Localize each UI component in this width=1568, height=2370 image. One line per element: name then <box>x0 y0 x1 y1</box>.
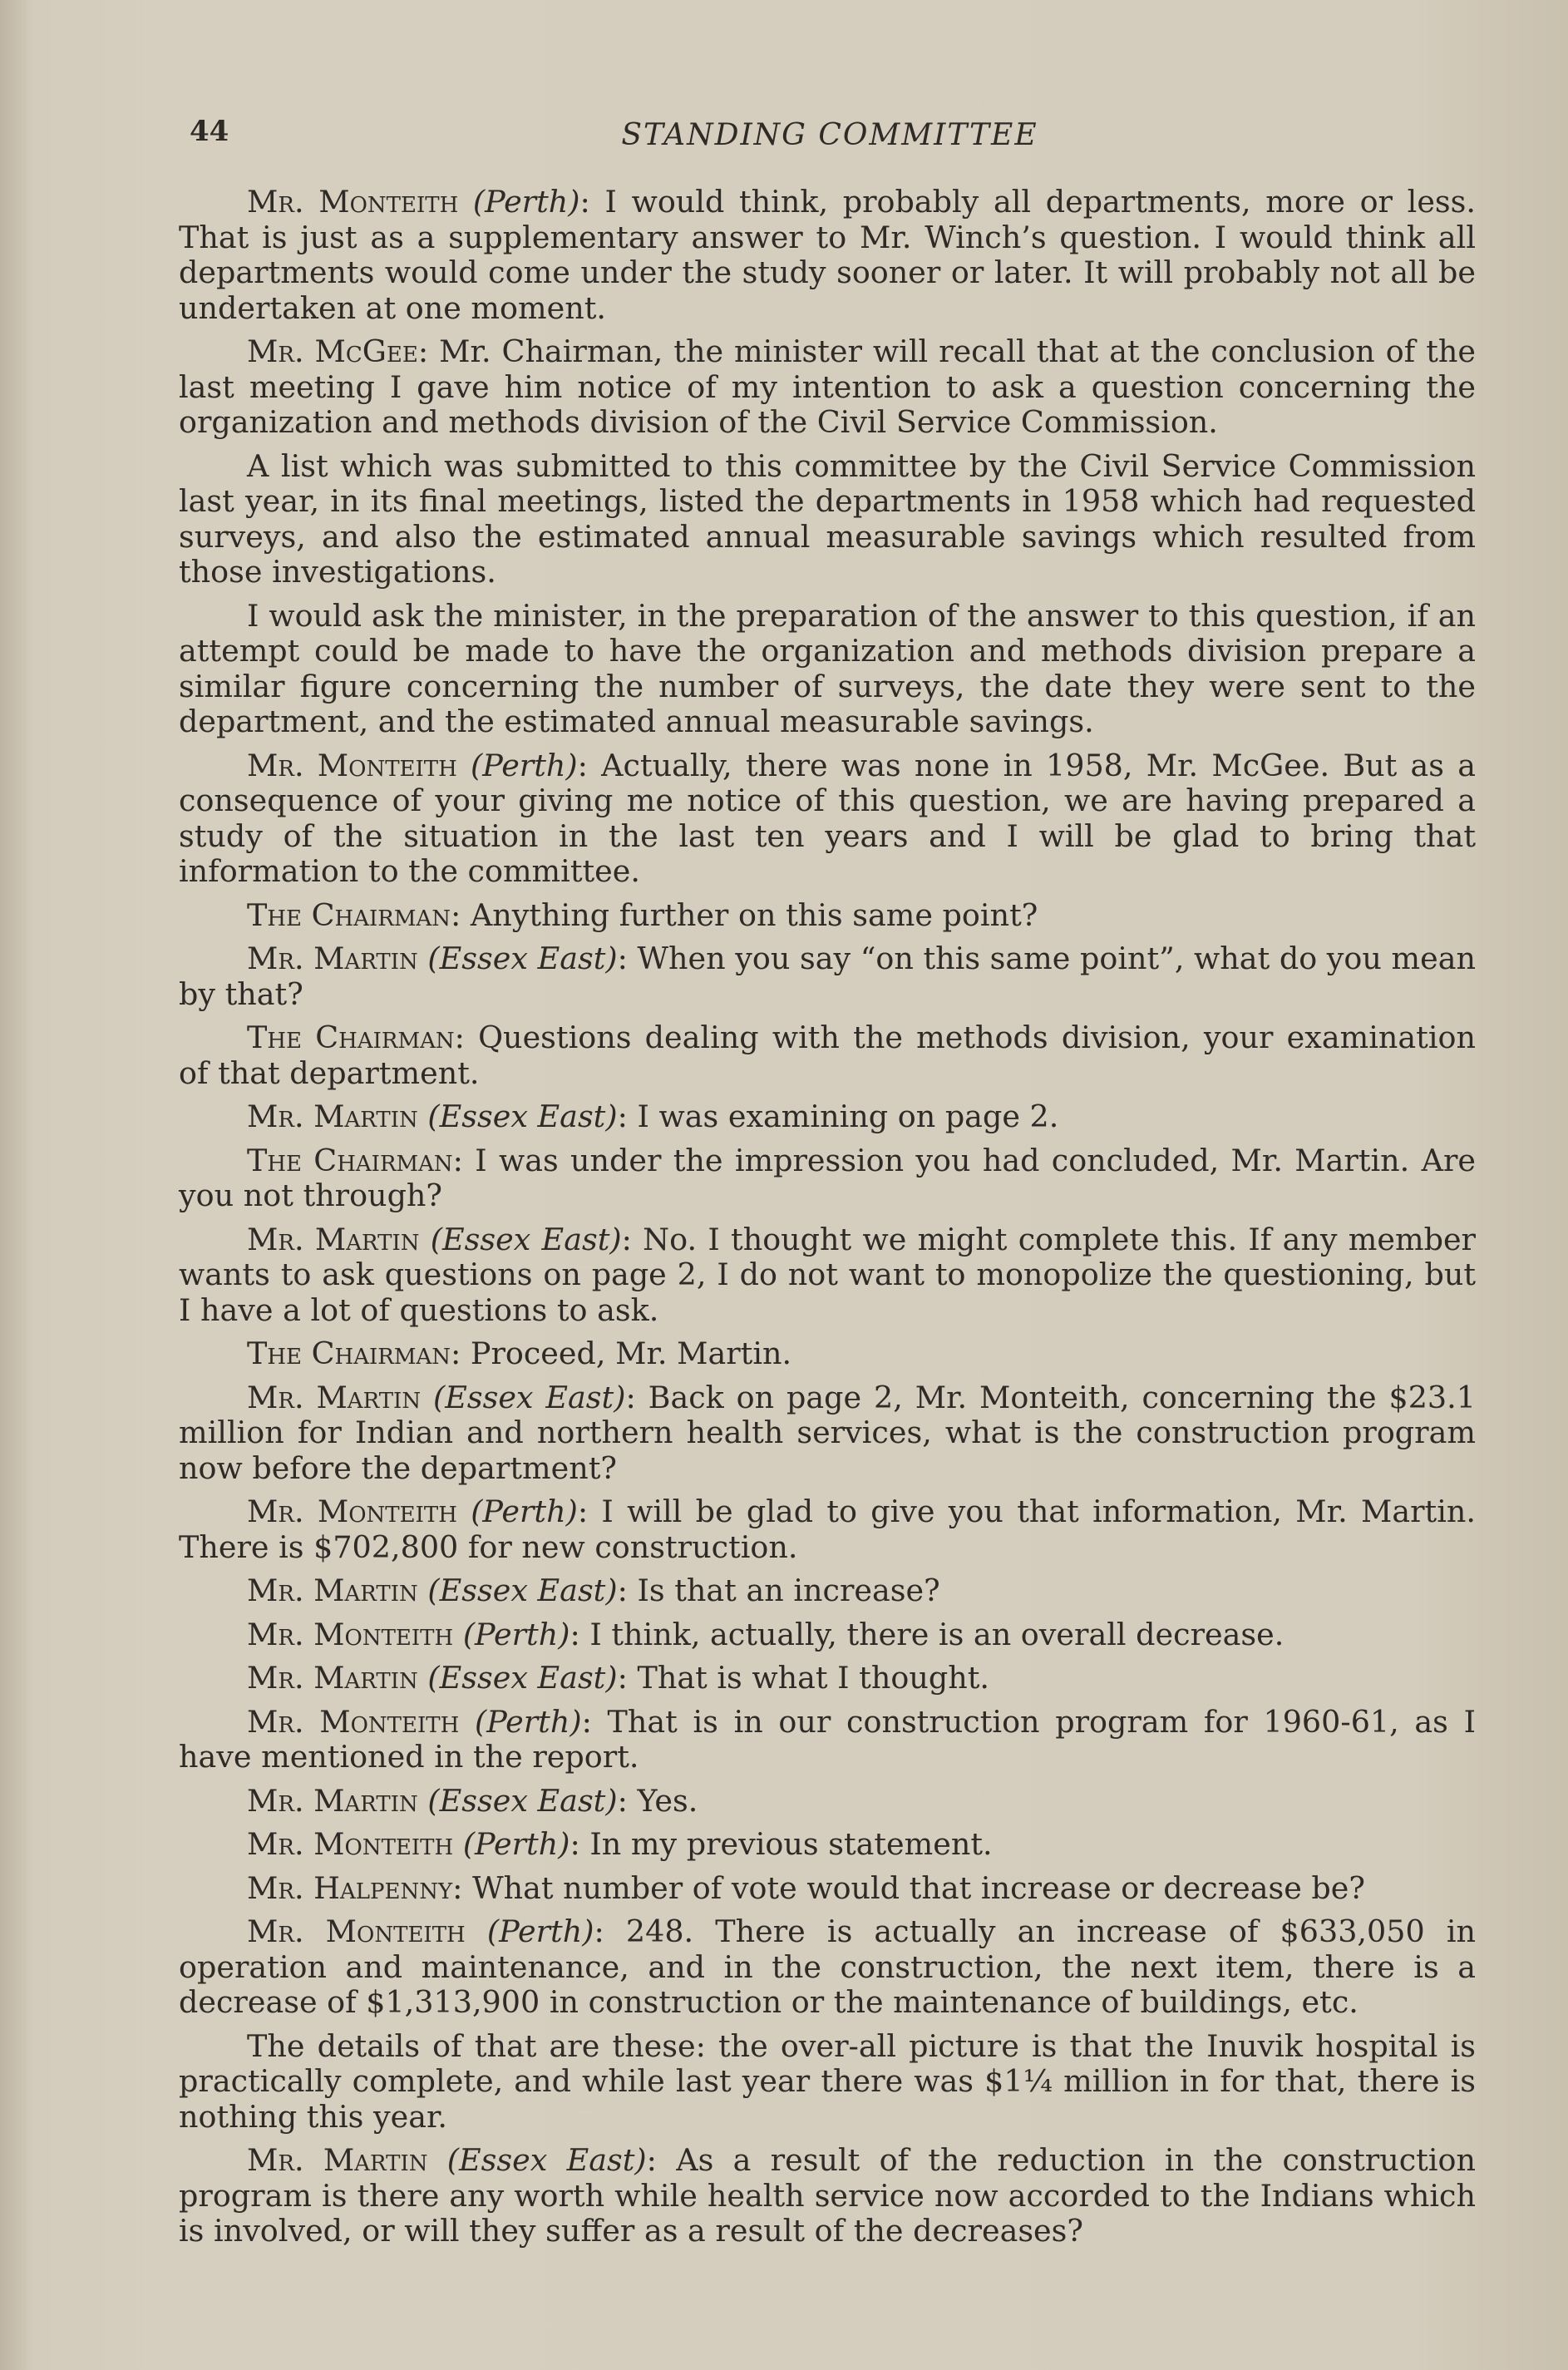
speaker-riding: (Perth) <box>474 1703 582 1740</box>
speaker-name: Mr. Monteith <box>247 1703 460 1740</box>
speaker-riding: (Essex East) <box>427 1782 618 1819</box>
transcript-paragraph <box>179 1494 1476 1565</box>
paragraph-text: : Yes. <box>617 1782 698 1819</box>
speaker-name: Mr. Monteith <box>247 747 457 783</box>
paragraph-text: : Actually, there was none in 1958, Mr. McGee. But as a consequence of your giving me notice of this question, we are having prepared a study of the situation in the last ten years and I will be glad to bring that information to the committee. <box>179 747 1476 889</box>
speaker-name: Mr. Martin <box>247 1221 420 1257</box>
transcript-paragraph <box>179 1380 1476 1487</box>
speaker-name: Mr. Monteith <box>247 1616 454 1652</box>
paragraph-text: : I will be glad to give you that information, Mr. Martin. There is $702,800 for new construction. <box>179 1494 1477 1565</box>
speaker-name: The Chairman <box>247 1020 455 1055</box>
speaker-name: The Chairman <box>247 1336 451 1371</box>
running-head: STANDING COMMITTEE <box>621 118 1038 152</box>
speaker-riding: (Perth) <box>471 1494 578 1529</box>
speaker-riding: (Essex East) <box>427 941 618 976</box>
speaker-riding: (Essex East) <box>432 1379 626 1415</box>
transcript-paragraph <box>179 1020 1476 1091</box>
speaker-name: Mr. Martin <box>247 1099 418 1134</box>
speaker-name: Mr. Martin <box>247 1573 418 1608</box>
paragraph-text: : As a result of the reduction in the construction program is there any worth while health service now accorded to the Indians which is involved, or will they suffer as a result of the decreases? <box>179 2142 1476 2249</box>
transcript-paragraph <box>179 1143 1476 1214</box>
transcript-paragraph <box>179 1827 1476 1863</box>
speaker-riding: (Essex East) <box>430 1221 622 1257</box>
paragraph-text: I would ask the minister, in the preparation of the answer to this question, if an attempt could be made to have the organization and methods division prepare a similar figure concerning the number of surveys, the date they were sent to the department, and the estimated annual measurable savings. <box>179 597 1476 739</box>
speaker-riding: (Essex East) <box>427 1660 618 1696</box>
speaker-name: Mr. Martin <box>247 1782 418 1819</box>
transcript-paragraph <box>179 599 1476 740</box>
transcript-paragraph <box>179 1705 1476 1775</box>
paragraph-text: : Mr. Chairman, the minister will recall that at the conclusion of the last meeting I gave him notice of my intention to ask a question concerning the organization and methods division of the Civil Service Commission. <box>179 333 1476 440</box>
paragraph-text: : Proceed, Mr. Martin. <box>450 1336 792 1371</box>
speaker-riding: (Perth) <box>486 1913 594 1949</box>
paragraph-text: : I was under the impression you had concluded, Mr. Martin. Are you not through? <box>179 1142 1476 1213</box>
transcript-paragraph <box>179 941 1476 1012</box>
page-header <box>181 115 1478 156</box>
speaker-name: Mr. McGee <box>247 333 418 369</box>
paragraph-text: : When you say “on this same point”, what do you mean by that? <box>179 941 1476 1012</box>
paragraph-text: : Back on page 2, Mr. Monteith, concerning the $23.1 million for Indian and northern health services, what is the construction program now before the department? <box>179 1379 1476 1486</box>
paragraph-text: : I was examining on page 2. <box>617 1099 1059 1134</box>
transcript-paragraph <box>179 1099 1476 1135</box>
paragraph-text: : Anything further on this same point? <box>450 896 1038 933</box>
speaker-riding: (Perth) <box>471 747 578 783</box>
speaker-name: Mr. Monteith <box>247 184 459 220</box>
speaker-riding: (Essex East) <box>427 1099 618 1134</box>
transcript-paragraph <box>179 748 1476 890</box>
speaker-name: Mr. Monteith <box>247 1913 466 1949</box>
transcript-paragraph <box>179 185 1476 326</box>
transcript-paragraph <box>179 1617 1476 1653</box>
speaker-name: Mr. Martin <box>247 941 418 976</box>
transcript-paragraph <box>179 1784 1476 1819</box>
paragraph-text: : I think, actually, there is an overall decrease. <box>570 1616 1284 1652</box>
transcript-paragraph <box>179 1914 1476 2021</box>
paragraph-text: : 248. There is actually an increase of $633,050 in operation and maintenance, and in the construction, the next item, there is a decrease of $1,313,900 in construction or the maintenance of buildings, etc. <box>179 1913 1476 2020</box>
transcript-paragraph <box>179 1336 1476 1372</box>
paragraph-text: : Is that an increase? <box>617 1573 940 1608</box>
speaker-name: Mr. Halpenny <box>247 1869 453 1906</box>
speaker-riding: (Essex East) <box>427 1573 618 1608</box>
transcript-paragraph <box>179 334 1476 441</box>
speaker-riding: (Essex East) <box>446 2142 647 2178</box>
paragraph-text: : No. I thought we might complete this. If any member wants to ask questions on page 2, I do not want to monopolize the questioning, but I have a lot of questions to ask. <box>179 1221 1476 1328</box>
speaker-riding: (Perth) <box>462 1616 570 1652</box>
speaker-name: Mr. Martin <box>247 1660 418 1696</box>
paragraph-text: : I would think, probably all departments, more or less. That is just as a supplementary answer to Mr. Winch’s question. I would think all departments would come under the study sooner or later. It will probably not all be undertaken at one moment. <box>179 184 1477 326</box>
transcript-paragraph <box>179 1573 1476 1609</box>
paragraph-text: : What number of vote would that increase or decrease be? <box>452 1869 1365 1906</box>
speaker-name: Mr. Monteith <box>247 1826 454 1862</box>
speaker-name: The Chairman <box>247 896 451 933</box>
transcript-body <box>179 185 1476 2258</box>
transcript-paragraph <box>179 1661 1476 1696</box>
transcript-paragraph <box>179 2029 1476 2135</box>
speaker-riding: (Perth) <box>462 1826 570 1862</box>
paragraph-text: : That is what I thought. <box>617 1660 989 1696</box>
transcript-paragraph <box>179 449 1476 590</box>
transcript-paragraph <box>179 1871 1476 1907</box>
speaker-name: Mr. Martin <box>247 2142 428 2178</box>
speaker-name: Mr. Martin <box>247 1379 422 1415</box>
speaker-name: The Chairman <box>247 1142 453 1178</box>
paragraph-text: : That is in our construction program for 1960-61, as I have mentioned in the report. <box>179 1703 1477 1775</box>
paragraph-text: : In my previous statement. <box>570 1826 993 1862</box>
paragraph-text: A list which was submitted to this committee by the Civil Service Commission last year, in its final meetings, listed the departments in 1958 which had requested surveys, and also the estimated annual measurable savings which resulted from those investigations. <box>179 447 1476 590</box>
paragraph-text: : Questions dealing with the methods division, your examination of that department. <box>179 1020 1476 1091</box>
transcript-paragraph <box>179 898 1476 934</box>
page-number: 44 <box>190 115 229 148</box>
paragraph-text: The details of that are these: the over-all picture is that the Inuvik hospital is practically complete, and while last year there was $1¼ million in for that, there is nothing this year. <box>179 2027 1476 2135</box>
transcript-paragraph <box>179 1222 1476 1329</box>
transcript-paragraph <box>179 2143 1476 2249</box>
speaker-name: Mr. Monteith <box>247 1494 457 1529</box>
speaker-riding: (Perth) <box>472 184 580 220</box>
